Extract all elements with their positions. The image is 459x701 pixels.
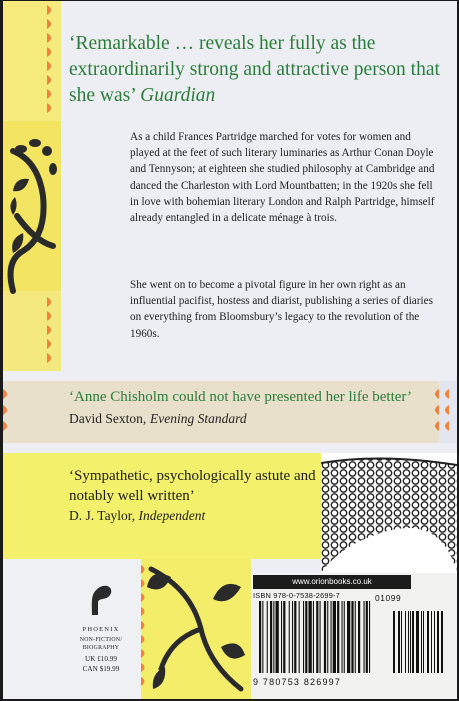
category-line-2: BIOGRAPHY [82, 644, 120, 651]
featured-quote-text: ‘Remarkable … reveals her fully as the extraordinarily strong and attractive person that she was’ [69, 33, 440, 106]
category-line-1: NON-FICTION/ [79, 637, 123, 643]
second-quote-text: ‘Anne Chisholm could not have presented her life better’ [69, 389, 411, 405]
third-quote [69, 467, 319, 526]
leaf-ornament-icon [141, 559, 251, 699]
publisher-block [71, 581, 131, 674]
lace-pattern-icon [321, 453, 457, 573]
featured-quote-source: Guardian [140, 85, 216, 106]
third-quote-author: D. J. Taylor, [69, 508, 136, 523]
phoenix-logo-icon [86, 581, 116, 619]
barcode-icon [259, 601, 447, 673]
barcode-digits: 9 780753 826997 [253, 677, 342, 687]
publisher-name: PHOENIX [82, 626, 120, 633]
floral-vine-icon [3, 1, 61, 381]
publisher-url: www.orionbooks.co.uk [253, 575, 411, 589]
book-back-cover [3, 1, 457, 699]
third-quote-source: Independent [138, 508, 206, 523]
second-quote-source: Evening Standard [150, 411, 247, 426]
isbn-number: ISBN 978-0-7538-2699-7 [253, 591, 340, 600]
floral-panel [141, 559, 251, 699]
third-quote-text: ‘Sympathetic, psychologically astute and notably well written’ [69, 468, 316, 504]
price-can: CAN $19.99 [82, 664, 120, 673]
blurb-paragraph-2: She went on to become a pivotal figure in her own right as an influential pacifist, hostess and diarist, publishing a series of diaries on everything from Bloomsbury’s legacy to the revolution of the 1960s. [130, 279, 433, 340]
supplemental-code: 01099 [375, 593, 402, 603]
lace-pattern-panel [321, 453, 457, 573]
second-quote [69, 387, 429, 430]
featured-quote [69, 31, 449, 109]
second-quote-author: David Sexton, [69, 411, 147, 426]
blurb-paragraph-1: As a child Frances Partridge marched for votes for women and played at the feet of such literary luminaries as Arthur Conan Doyle and Tennyson; at eighteen she studied philosophy at Cambridge and danced the Charleston with Lord Mountbatten; in the 1920s she fell in love with bohemian literary London and Ralph Partridge, himself already entangled in a delicate ménage à trois. [130, 131, 435, 225]
price-uk: UK £10.99 [85, 655, 117, 663]
